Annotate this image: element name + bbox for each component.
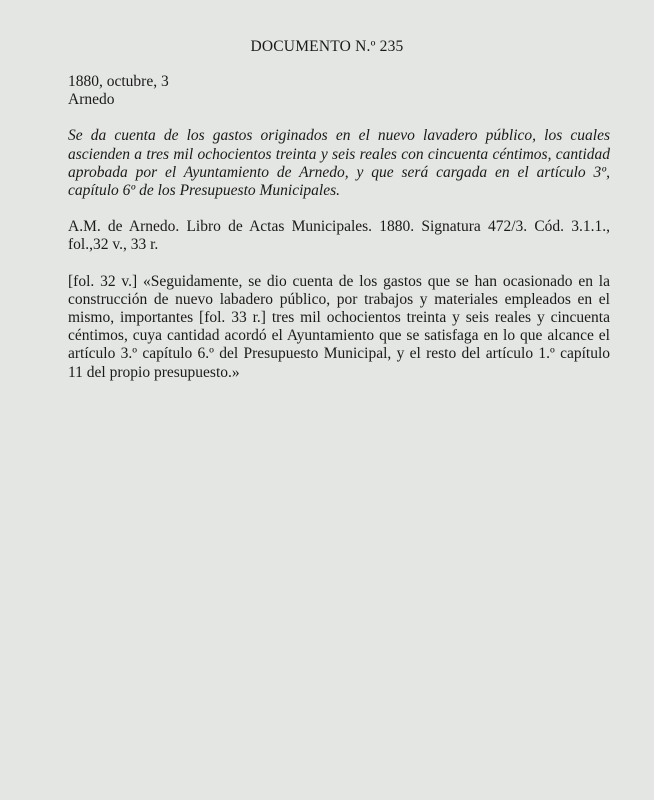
document-summary: Se da cuenta de los gastos originados en el nuevo lavadero público, los cuales ascienden a tres mil ochocientos treinta y seis reales con cincuenta céntimos, cantidad aprobada por el Ayuntamiento de Arnedo, y que será cargada en el artículo 3º, capítulo 6º de los Presupuesto Municipales. bbox=[68, 127, 610, 200]
document-title: DOCUMENTO N.º 235 bbox=[250, 38, 404, 55]
document-transcription: [fol. 32 v.] «Seguidamente, se dio cuenta de los gastos que se han ocasionado en la construcción de nuevo labadero público, por trabajos y materiales empleados en el mismo, importantes [fol. 33 r.] tres mil ochocientos treinta y seis reales y cincuenta céntimos, cuya cantidad acordó el Ayuntamiento que se satisfaga en lo que alcance el artículo 3.º capítulo 6.º del Presupuesto Municipal, y el resto del artículo 1.º capítulo 11 del propio presupuesto.» bbox=[68, 272, 610, 381]
document-content bbox=[68, 73, 610, 382]
document-place: Arnedo bbox=[68, 91, 115, 109]
document-source-reference: A.M. de Arnedo. Libro de Actas Municipales. 1880. Signatura 472/3. Cód. 3.1.1., fol.,32 v., 33 r. bbox=[68, 218, 610, 254]
document-date: 1880, octubre, 3 bbox=[68, 73, 169, 90]
